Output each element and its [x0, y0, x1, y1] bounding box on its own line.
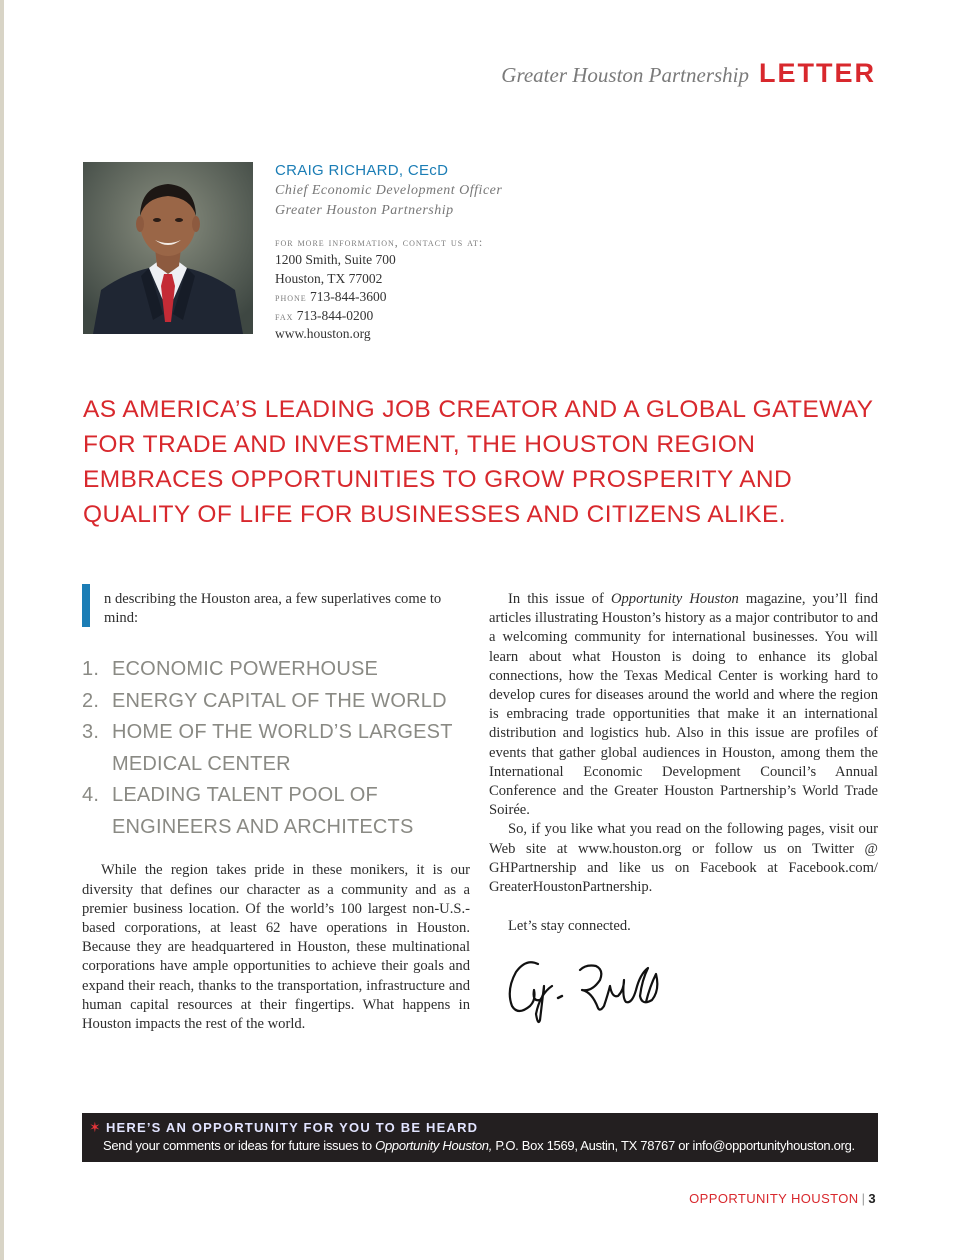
list-item [82, 654, 470, 686]
website-link[interactable]: www.houston.org [275, 326, 371, 341]
phone-line [275, 288, 575, 307]
contact-intro: for more information, contact us at: [275, 235, 484, 249]
address-line-1: 1200 Smith, Suite 700 [275, 252, 396, 267]
superlatives-list [82, 654, 470, 843]
banner-heading-text: HERE’S AN OPPORTUNITY FOR YOU TO BE HEARD [105, 1120, 479, 1135]
headline: AS AMERICA’S LEADING JOB CREATOR AND A GLOBAL GATEWAY FOR TRADE AND INVESTMENT, THE HOUSTON REGION EMBRACES OPPORTUNITIES TO GROW PROSPERITY AND QUALITY OF LIFE FOR BUSINESSES AND CITIZENS ALIKE. [83, 396, 873, 528]
list-item-number: 3. [82, 721, 100, 744]
page-number: 3 [868, 1191, 876, 1206]
intro-paragraph [82, 590, 470, 628]
list-item-number: 4. [82, 784, 100, 807]
phone-label: phone [275, 290, 307, 304]
banner-text-end: P.O. Box 1569, Austin, TX 78767 or info@opportunityhouston.org. [492, 1138, 855, 1153]
list-item [82, 686, 470, 718]
right-column [489, 590, 878, 936]
list-item-text: ENERGY CAPITAL OF THE WORLD [112, 689, 447, 712]
list-item [82, 780, 470, 843]
diversity-paragraph: While the region takes pride in these monikers, it is our diversity that defines our character as a community and as a premier business location. Of the world’s 100 largest non-U.S.-based corporations, at least 62 have operations in Houston. Because they are headquartered in Houston, these multinational corporations have ample opportunities to achieve their goals and expand their reach, thanks to the transportation, infrastructure and human capital resources at their fingertips. What happens in Houston impacts the rest of the world. [82, 862, 470, 1033]
banner-magazine-title: Opportunity Houston, [375, 1138, 493, 1153]
issue-text-end: magazine, you’ll find articles illustrating Houston’s history as a major contributor to and a welcoming community for international businesses. You will learn about what Houston is doing to enhance its global connections, how the Texas Medical Center is working hard to develop cures for diseases around the world and where the region is embracing trade opportunities that make it an international distribution and logistics hub. Also in this issue are profiles of events that gather global audiences in Houston, among them the International Economic Development Council’s Annual Conference and the Greater Houston Partnership’s World Trade Soirée. [489, 591, 879, 819]
contact-block [275, 160, 575, 344]
list-item-number: 2. [82, 689, 100, 712]
star-icon: ✶ [89, 1119, 102, 1135]
footer-separator: | [861, 1191, 866, 1206]
phone-number: 713-844-3600 [310, 289, 387, 304]
feedback-banner [82, 1113, 878, 1162]
header-org-name: Greater Houston Partnership [501, 63, 749, 87]
closing-line: Let’s stay connected. [508, 918, 631, 935]
author-portrait [83, 162, 253, 334]
author-title: Chief Economic Development Officer [275, 183, 503, 198]
drop-cap-bar [82, 584, 90, 627]
address-line-2: Houston, TX 77002 [275, 270, 383, 286]
portrait-photo [83, 162, 253, 334]
issue-paragraph [489, 590, 878, 820]
signature-image [500, 950, 670, 1026]
author-organization: Greater Houston Partnership [275, 203, 454, 218]
list-item-text: HOME OF THE WORLD’S LARGEST MEDICAL CENTER [112, 721, 453, 775]
banner-heading [89, 1119, 478, 1136]
intro-text: n describing the Houston area, a few superlatives come to mind: [104, 591, 442, 627]
page-edge [0, 0, 4, 1260]
fax-number: 713-844-0200 [296, 307, 374, 323]
page-header [501, 58, 876, 89]
list-item [82, 717, 470, 780]
list-item-number: 1. [82, 658, 100, 681]
list-item-text: ECONOMIC POWERHOUSE [112, 658, 379, 681]
issue-text-start: In this issue of [508, 591, 611, 607]
footer-magazine-name: OPPORTUNITY HOUSTON [689, 1191, 859, 1206]
list-item-text: LEADING TALENT POOL OF ENGINEERS AND ARCHITECTS [112, 784, 414, 838]
social-paragraph: So, if you like what you read on the following pages, visit our Web site at www.houston.org or follow us on Twitter @ GHPartnership and like us on Facebook at Facebook.com/ GreaterHoustonPartnership. [489, 821, 878, 896]
magazine-title: Opportunity Houston [610, 591, 739, 607]
left-column [82, 590, 470, 1034]
fax-line [275, 307, 575, 326]
fax-label: fax [275, 308, 294, 323]
header-section-label: LETTER [759, 58, 876, 88]
banner-text-start: Send your comments or ideas for future issues to [103, 1138, 376, 1153]
banner-body [103, 1138, 855, 1153]
author-name: CRAIG RICHARD, CEcD [275, 162, 449, 179]
page-footer [689, 1191, 876, 1206]
